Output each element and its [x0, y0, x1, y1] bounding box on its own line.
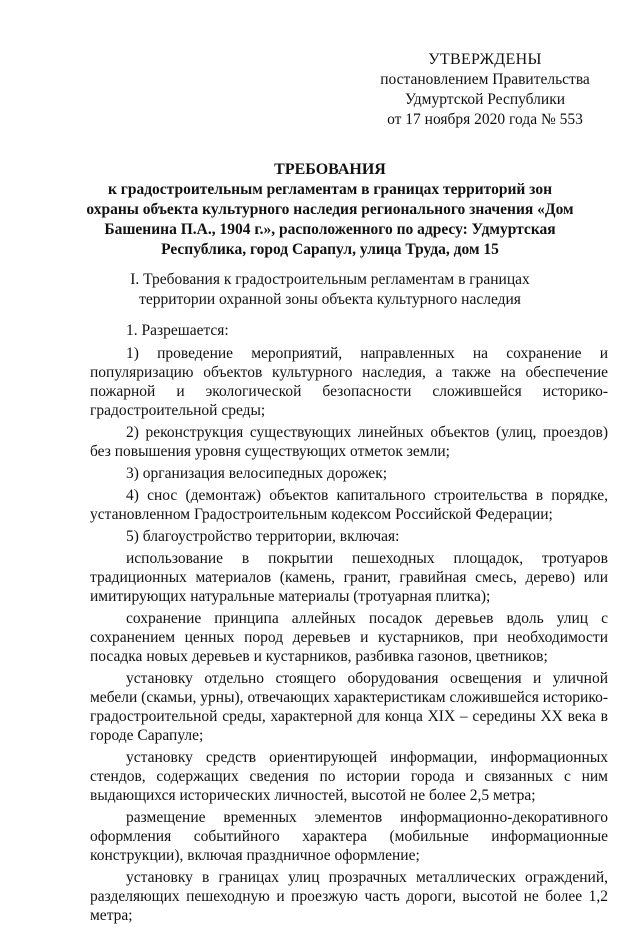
paragraph: 5) благоустройство территории, включая:: [126, 528, 400, 545]
section-heading: I. Требования к градостроительным регламентам в границах территории охранной зоны объекта культурного наследия: [130, 271, 530, 308]
paragraph: 1) проведение мероприятий, направленных на сохранение и популяризацию объектов культурного наследия, а также на обеспечение пожарной и экологической безопасности сложившейся историко-градостроительной среды;: [90, 345, 608, 419]
paragraph: 2) реконструкция существующих линейных объектов (улиц, проездов) без повышения уровня существующих отметок земли;: [90, 424, 608, 460]
approval-line: Удмуртской Республики: [404, 91, 566, 108]
approval-line: постановлением Правительства: [380, 71, 590, 88]
approval-line: от 17 ноября 2020 года № 553: [387, 111, 583, 128]
paragraph: 3) организация велосипедных дорожек;: [126, 465, 388, 482]
title-subtitle: к градостроительным регламентам в границах территорий зон охраны объекта культурного наследия регионального значения «Дом Башенина П.А., 1904 г.», расположенного по адресу: Удмуртская Республика, город Сарапул, улица Труда, дом 15: [86, 181, 574, 258]
document-body: [90, 321, 608, 928]
paragraph: сохранение принципа аллейных посадок деревьев вдоль улиц с сохранением ценных пород деревьев и кустарников, при необходимости посадка новых деревьев и кустарников, разбивка газонов, цветников;: [90, 610, 608, 665]
approval-heading: УТВЕРЖДЕНЫ: [428, 51, 542, 68]
document-title: [80, 160, 580, 260]
title-main: ТРЕБОВАНИЯ: [274, 161, 386, 178]
paragraph: 4) снос (демонтаж) объектов капитального строительства в порядке, установленном Градостроительным кодексом Российской Федерации;: [90, 487, 608, 523]
paragraph: установку в границах улиц прозрачных металлических ограждений, разделяющих пешеходную и проезжую часть дороги, высотой не более 1,2 метра;: [90, 869, 608, 924]
paragraph: 1. Разрешается:: [126, 322, 229, 339]
paragraph: установку средств ориентирующей информации, информационных стендов, содержащих сведения по истории города и связанных с ним выдающихся исторических личностей, высотой не более 2,5 метра;: [90, 749, 608, 804]
approval-stamp: [360, 50, 610, 130]
paragraph: установку отдельно стоящего оборудования освещения и уличной мебели (скамьи, урны), отвечающих характеристикам сложившейся историко-градостроительной среды, характерной для конца XIX – середины XX века в городе Сарапуле;: [90, 670, 608, 744]
paragraph: использование в покрытии пешеходных площадок, тротуаров традиционных материалов (камень, гранит, гравийная смесь, дерево) или имитирующих натуральные материалы (тротуарная плитка);: [90, 550, 608, 605]
paragraph: размещение временных элементов информационно-декоративного оформления событийного характера (мобильные информационные конструкции), включая праздничное оформление;: [90, 809, 608, 864]
